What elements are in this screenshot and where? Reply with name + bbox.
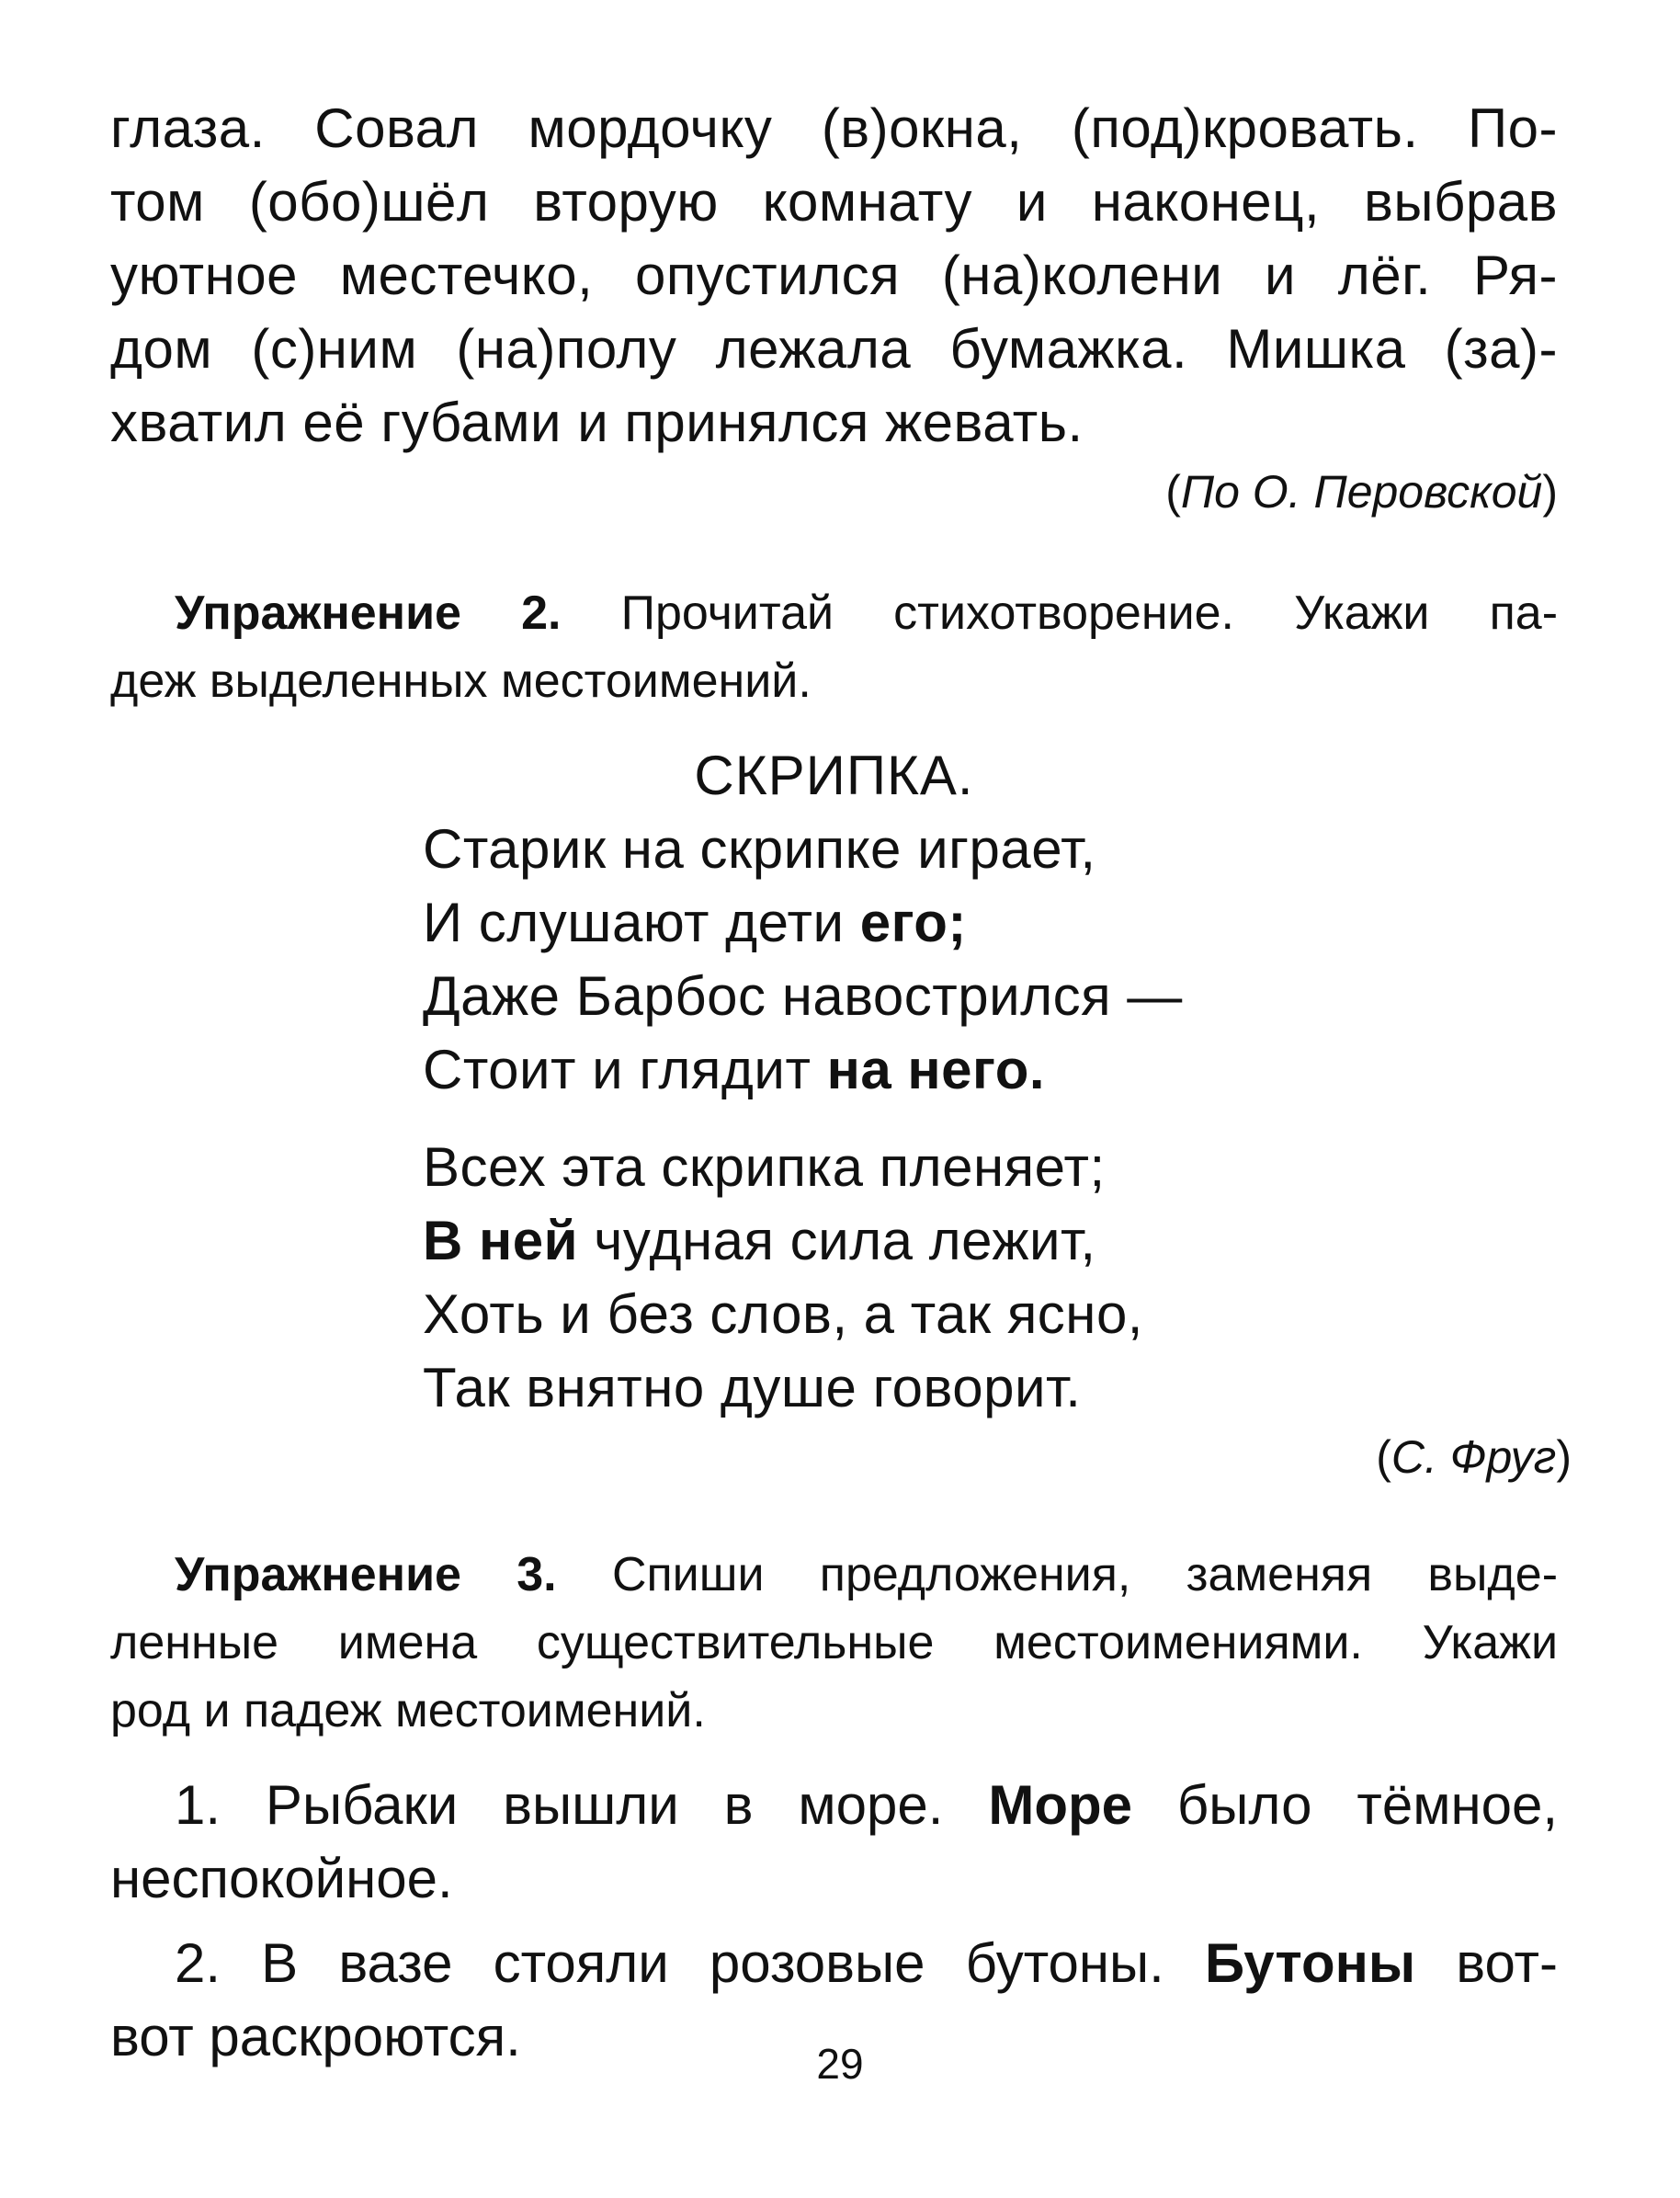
exercise-3-task-line-2: ленные имена существительные местоимениями. Укажи	[110, 1616, 1558, 1669]
poem-text: чудная сила лежит,	[578, 1210, 1096, 1271]
highlighted-pronoun: В ней	[423, 1210, 578, 1271]
poem	[423, 813, 1572, 1489]
exercise-3	[110, 1541, 1558, 2074]
page-content	[110, 92, 1572, 2074]
intro-line-5: хватил её губами и принялся жевать.	[110, 392, 1084, 453]
item-text: было тёмное,	[1132, 1774, 1558, 1836]
intro-line-1: глаза. Совал мордочку (в)окна, (под)кровать. По-	[110, 97, 1558, 159]
poem-line: Всех эта скрипка пленяет;	[423, 1136, 1106, 1198]
list-item-1-line-1	[110, 1769, 1558, 1842]
list-item-1-line-2: неспокойное.	[110, 1848, 453, 1909]
item-text: вот-	[1415, 1932, 1558, 1994]
intro-attribution	[110, 460, 1558, 524]
attribution-author: С. Фруг	[1391, 1431, 1557, 1483]
exercise-2-task-line-1	[110, 579, 1558, 647]
intro-paragraph	[110, 92, 1558, 524]
intro-line-4: дом (с)ним (на)полу лежала бумажка. Мишка (за)-	[110, 318, 1558, 380]
page-number: 29	[816, 2040, 864, 2088]
highlighted-noun: Море	[988, 1774, 1133, 1836]
exercise-2-label: Упражнение 2.	[175, 587, 562, 640]
exercise-2-task-line-2: деж выделенных местоимений.	[110, 655, 812, 708]
highlighted-noun: Бутоны	[1204, 1932, 1416, 1994]
poem-title: СКРИПКА.	[694, 745, 974, 806]
highlighted-pronoun: его;	[859, 892, 967, 953]
poem-stanza-2	[423, 1131, 1558, 1425]
poem-line: Так внятно душе говорит.	[423, 1357, 1082, 1418]
poem-line: Даже Барбос навострился —	[423, 965, 1183, 1027]
poem-stanza-1	[423, 813, 1558, 1107]
poem-text: И слушают дети	[423, 892, 860, 953]
attribution-close-paren: )	[1556, 1431, 1572, 1483]
attribution-open-paren: (	[1165, 466, 1181, 518]
poem-line	[423, 886, 1558, 960]
exercise-3-task-line-3: род и падеж местоимений.	[110, 1684, 706, 1737]
exercise-2	[110, 579, 1572, 1489]
item-text: 1. Рыбаки вышли в море.	[175, 1774, 989, 1836]
highlighted-pronoun: на него.	[826, 1039, 1046, 1100]
list-item-2-line-2: вот раскроются.	[110, 2006, 521, 2067]
attribution-close-paren: )	[1542, 466, 1558, 518]
poem-text: Стоит и глядит	[423, 1039, 827, 1100]
exercise-2-task-text-1: Прочитай стихотворение. Укажи па-	[620, 587, 1559, 640]
exercise-3-task-line-1	[110, 1541, 1558, 1609]
poem-attribution	[423, 1425, 1572, 1489]
intro-line-3: уютное местечко, опустился (на)колени и лёг. Ря-	[110, 245, 1558, 306]
intro-line-2: том (обо)шёл вторую комнату и наконец, выбрав	[110, 171, 1558, 233]
exercise-3-label: Упражнение 3.	[175, 1548, 557, 1601]
attribution-open-paren: (	[1376, 1431, 1391, 1483]
poem-line	[423, 1204, 1558, 1278]
item-text: 2. В вазе стояли розовые бутоны.	[175, 1932, 1205, 1994]
exercise-3-task-text-1: Спиши предложения, заменяя выде-	[611, 1548, 1559, 1601]
poem-line: Хоть и без слов, а так ясно,	[423, 1283, 1143, 1345]
poem-line	[423, 1033, 1558, 1107]
attribution-author: По О. Перовской	[1180, 466, 1543, 518]
list-item-2-line-1	[110, 1927, 1558, 2000]
poem-line: Старик на скрипке играет,	[423, 818, 1096, 880]
